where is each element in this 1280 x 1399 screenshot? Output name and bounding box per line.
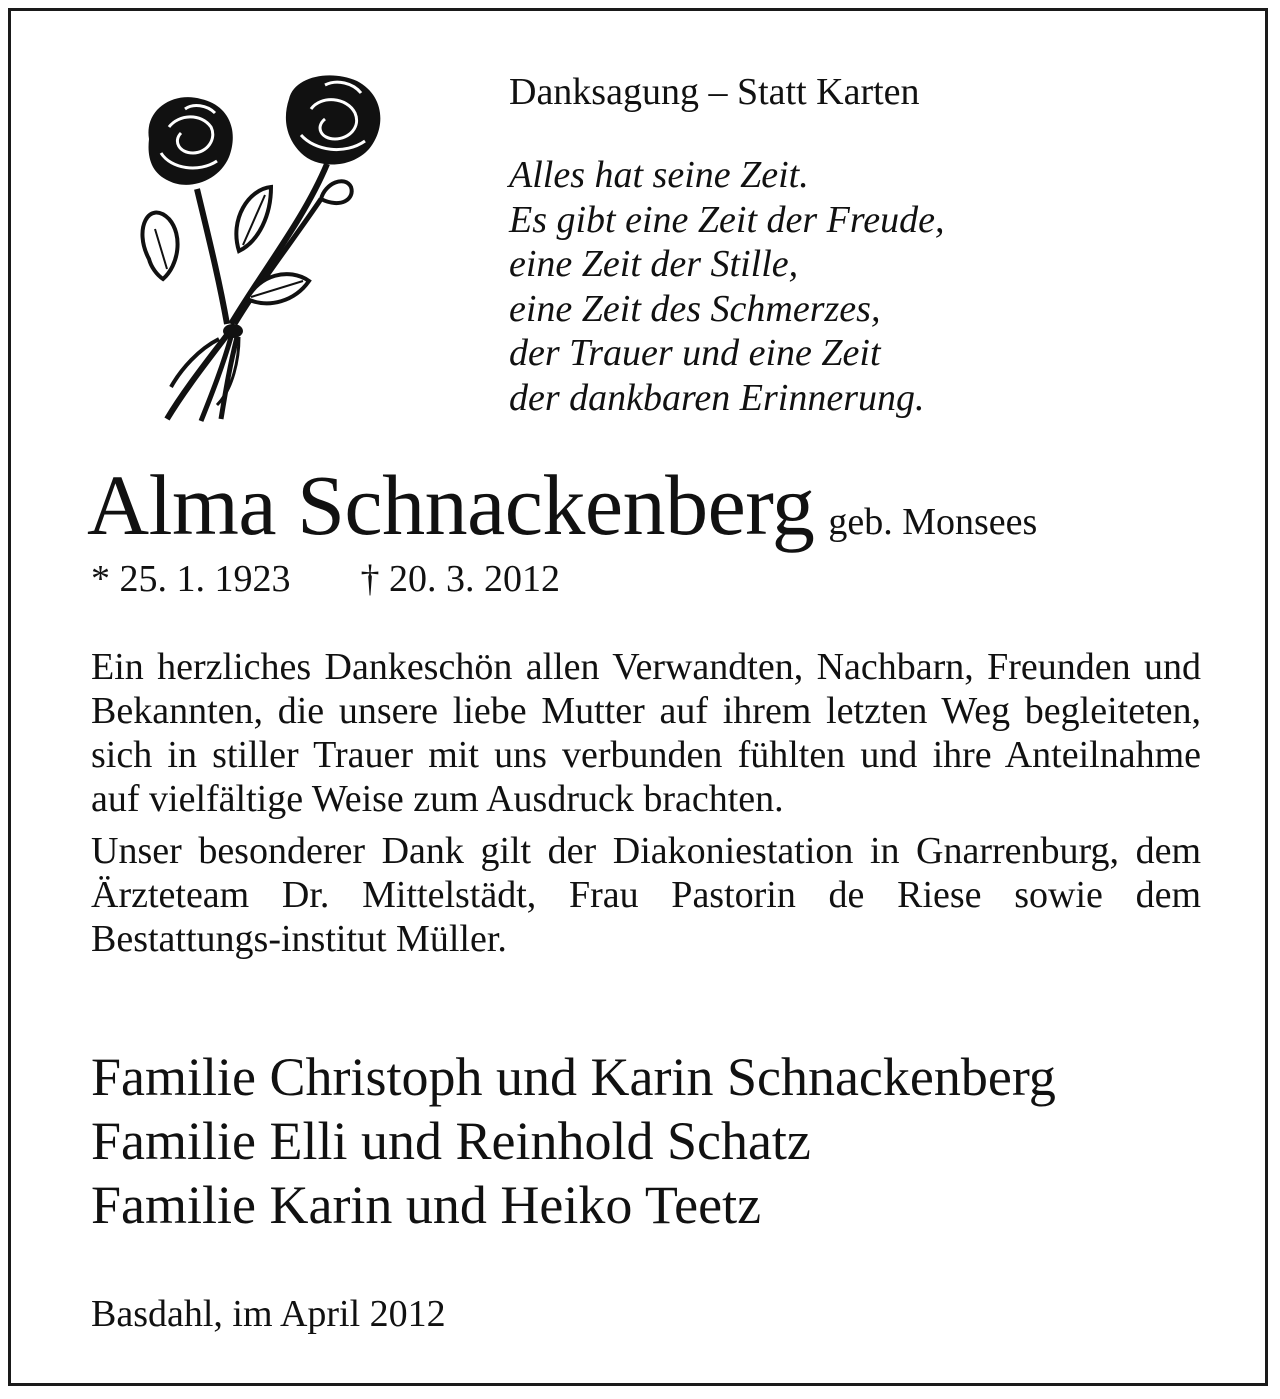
family-line: Familie Elli und Reinhold Schatz [91,1111,811,1171]
family-signatures [91,1045,1056,1237]
notice-heading: Danksagung – Statt Karten [509,71,920,113]
life-dates [91,556,560,602]
roses-icon [89,69,409,431]
family-line: Familie Christoph und Karin Schnackenberg [91,1047,1056,1107]
family-line: Familie Karin und Heiko Teetz [91,1175,762,1235]
obituary-card [8,8,1268,1386]
death-date: † 20. 3. 2012 [360,558,560,600]
poem-line: Alles hat seine Zeit. [509,154,809,196]
poem-line: der Trauer und eine Zeit [509,332,881,374]
birth-name: geb. Monsees [828,501,1038,543]
thanks-text [91,645,1201,969]
poem [509,153,945,420]
deceased-name-row [87,455,1037,555]
place-date: Basdahl, im April 2012 [91,1293,446,1335]
poem-line: der dankbaren Erinnerung. [509,376,925,419]
poem-line: Es gibt eine Zeit der Freude, [509,198,945,241]
poem-line: eine Zeit der Stille, [509,243,799,285]
deceased-name: Alma Schnackenberg [87,457,815,553]
thanks-paragraph: Unser besonderer Dank gilt der Diakoniestation in Gnarrenburg, dem Ärzteteam Dr. Mittelstädt, Frau Pastorin de Riese sowie dem Bestattungs-institut Müller. [91,830,1201,960]
poem-line: eine Zeit des Schmerzes, [509,287,881,330]
thanks-paragraph: Ein herzliches Dankeschön allen Verwandten, Nachbarn, Freunden und Bekannten, die unsere liebe Mutter auf ihrem letzten Weg begleiteten, sich in stiller Trauer mit uns verbunden fühlten und ihre Anteilnahme auf vielfältige Weise zum Ausdruck brachten. [91,646,1201,820]
birth-date: * 25. 1. 1923 [91,558,291,600]
